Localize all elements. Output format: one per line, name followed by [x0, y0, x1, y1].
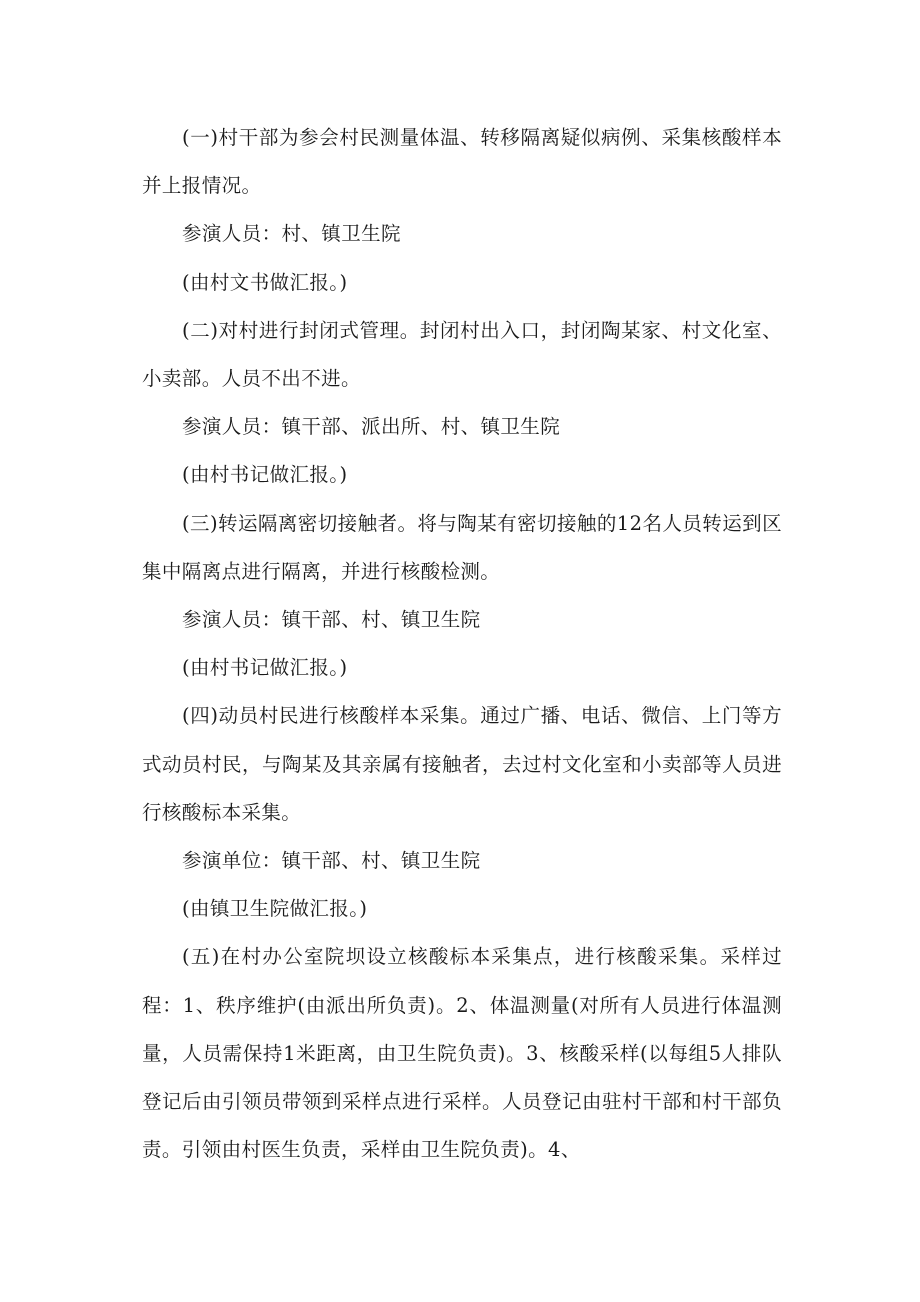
paragraph-9: (由村书记做汇报。) [182, 656, 348, 680]
paragraph-1: (一)村干部为参会村民测量体温、转移隔离疑似病例、采集核酸样本并上报情况。 [142, 126, 782, 198]
paragraph-3: (由村文书做汇报。) [182, 270, 348, 294]
document-page [142, 114, 782, 1174]
paragraph-2: 参演人员：村、镇卫生院 [182, 222, 401, 246]
paragraph-11: 参演单位：镇干部、村、镇卫生院 [182, 849, 481, 873]
paragraph-12: (由镇卫生院做汇报。) [182, 897, 368, 921]
paragraph-4: (二)对村进行封闭式管理。封闭村出入口，封闭陶某家、村文化室、小卖部。人员不出不进。 [142, 318, 782, 391]
paragraph-8: 参演人员：镇干部、村、镇卫生院 [182, 608, 481, 632]
paragraph-13: (五)在村办公室院坝设立核酸标本采集点，进行核酸采集。采样过程：1、秩序维护(由派出所负责)。2、体温测量(对所有人员进行体温测量，人员需保持1米距离，由卫生院负责)。3、核酸采样(以每组5人排队登记后由引领员带领到采样点进行采样。人员登记由驻村干部和村干部负责。引领由村医生负责，采样由卫生院负责)。4、 [142, 945, 782, 1162]
paragraph-7: (三)转运隔离密切接触者。将与陶某有密切接触的12名人员转运到区集中隔离点进行隔离，并进行核酸检测。 [142, 511, 782, 583]
paragraph-5: 参演人员：镇干部、派出所、村、镇卫生院 [182, 415, 561, 439]
paragraph-10: (四)动员村民进行核酸样本采集。通过广播、电话、微信、上门等方式动员村民，与陶某及其亲属有接触者，去过村文化室和小卖部等人员进行核酸标本采集。 [142, 704, 782, 824]
paragraph-6: (由村书记做汇报。) [182, 463, 348, 487]
